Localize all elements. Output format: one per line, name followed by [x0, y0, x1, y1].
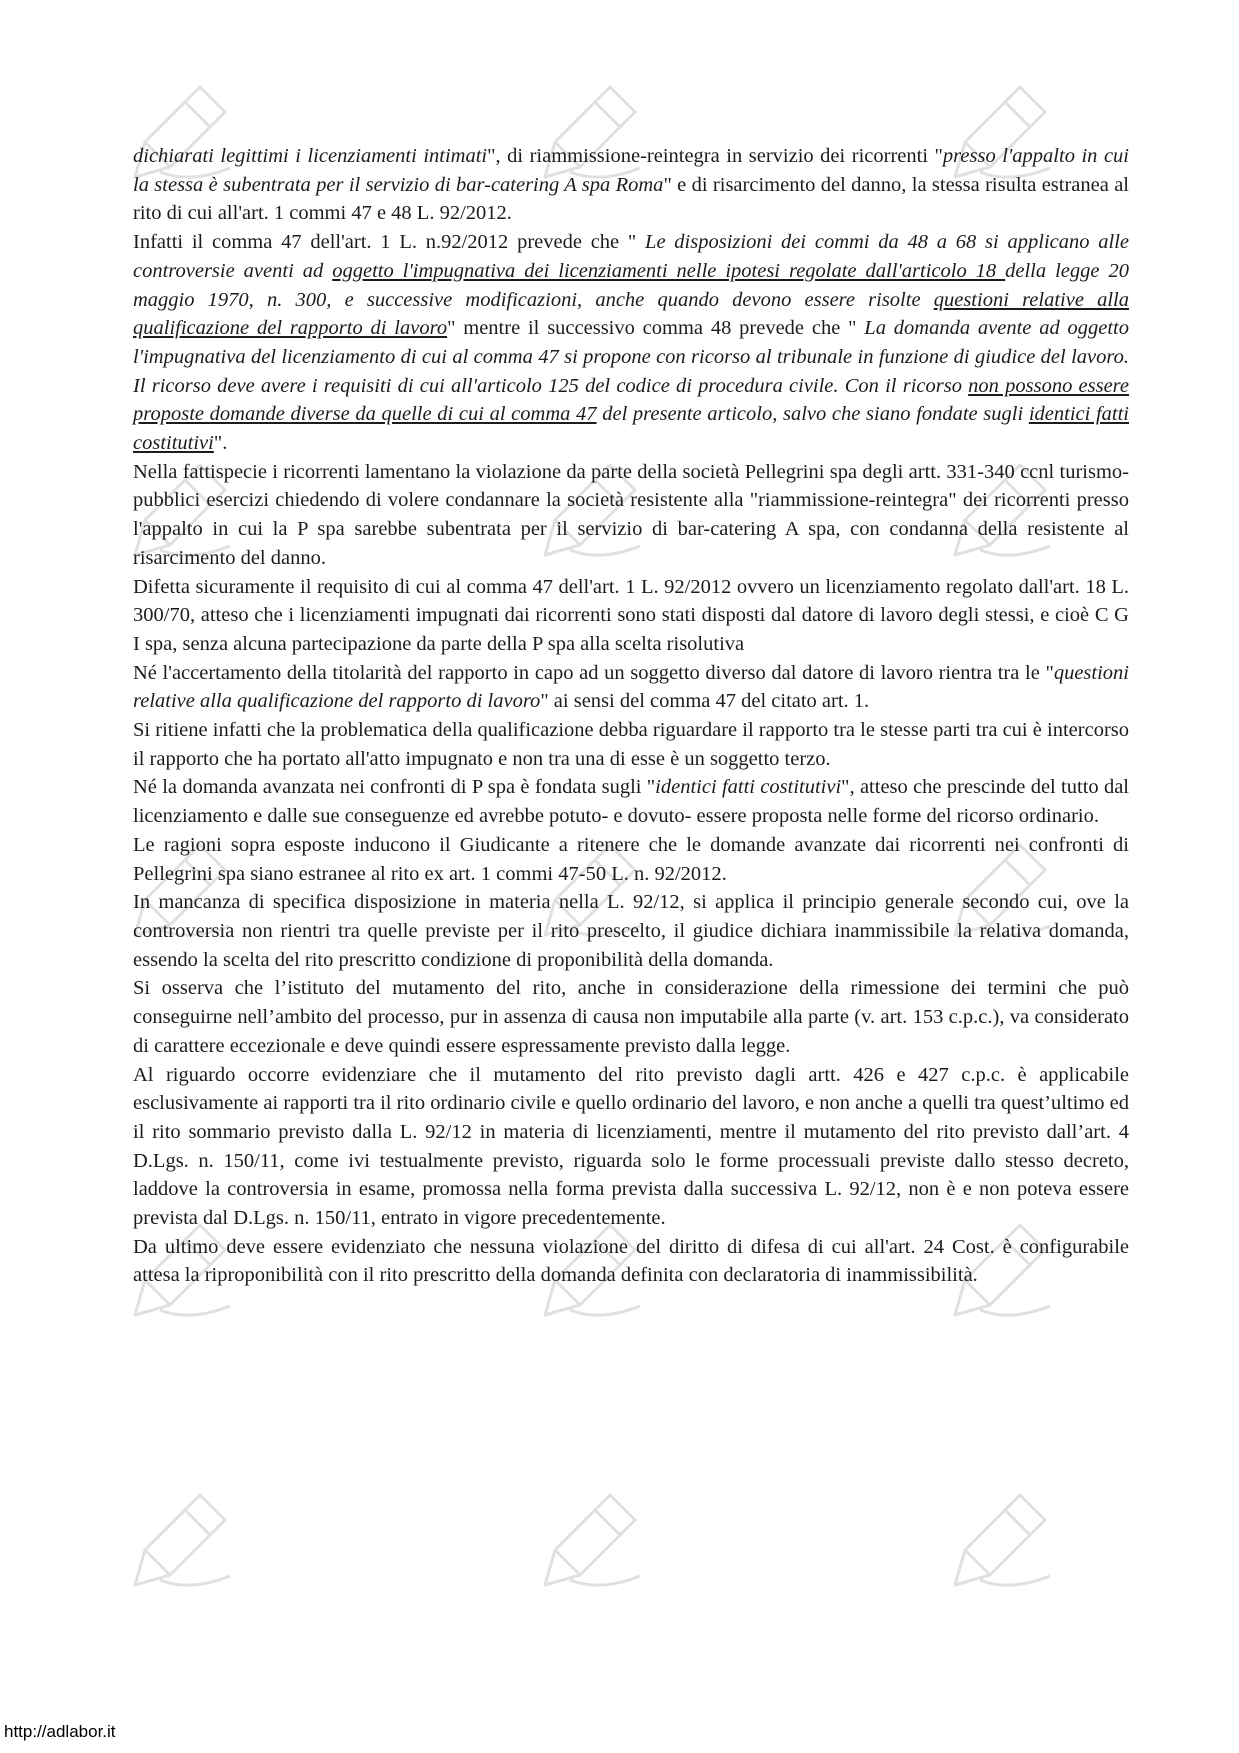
text-run: " ai sensi del comma 47 del citato art. 1. [540, 690, 870, 713]
text-run: Infatti il comma 47 dell'art. 1 L. n.92/2012 prevede che " [133, 231, 646, 254]
text-run: Né la domanda avanzata nei confronti di P spa è fondata sugli " [133, 776, 656, 799]
text-run: Al riguardo occorre evidenziare che il mutamento del rito previsto dagli artt. 426 e 427 c.p.c. è applicabile esclusivamente ai rapporti tra il rito ordinario civile e quello ordinario del lavoro, e non anche a quelli tra quest’ultimo ed il rito sommario previsto dalla L. 92/12 in materia di licenziamenti, mentre il mutamento del rito previsto dall’art. 4 D.Lgs. n. 150/11, come ivi testualmente previsto, riguarda solo le forme processuali previste dallo stesso decreto, laddove la controversia in esame, promossa nella forma prevista dalla successiva L. 92/12, non è e non poteva essere prevista dal D.Lgs. n. 150/11, entrato in vigore precedentemente. [133, 1063, 1129, 1230]
paragraph [133, 716, 1129, 773]
text-run: Né l'accertamento della titolarità del rapporto in capo ad un soggetto diverso dal datore di lavoro rientra tra le " [133, 661, 1054, 684]
paragraph [133, 659, 1129, 716]
text-run: Si osserva che l’istituto del mutamento del rito, anche in considerazione della rimessione dei termini che può conseguirne nell’ambito del processo, pur in assenza di causa non imputabile alla parte (v. art. 153 c.p.c.), va considerato di carattere eccezionale e deve quindi essere espressamente previsto dalla legge. [133, 977, 1129, 1057]
footer-url[interactable]: http://adlabor.it [4, 1722, 116, 1741]
text-run: oggetto l'impugnativa dei licenziamenti nelle ipotesi regolate dall'articolo 18 [332, 259, 1006, 282]
text-run: dichiarati legittimi i licenziamenti intimati [133, 145, 488, 167]
text-run: La domanda avente ad oggetto l'impugnativa del licenziamento di cui al comma 47 si propone con ricorso al tribunale in funzione di giudice del lavoro. Il ricorso deve avere i requisiti di cui all'articolo 125 del codice di procedura civile. Con il ricorso [133, 317, 1129, 397]
text-run: identici fatti costitutivi [133, 403, 1130, 455]
paragraph [133, 142, 1129, 228]
pencil-stamp-icon [950, 1480, 1070, 1600]
paragraph [133, 573, 1129, 659]
pencil-stamp-icon [130, 1480, 250, 1600]
text-run: " e di risarcimento del danno, la stessa risulta estranea al rito di cui all'art. 1 commi 47 e 48 L. 92/2012. [133, 173, 1129, 225]
document-body [133, 142, 1129, 1290]
text-run: ". [213, 432, 228, 455]
paragraph [133, 974, 1129, 1060]
text-run: Nella fattispecie i ricorrenti lamentano la violazione da parte della società Pellegrini spa degli artt. 331-340 ccnl turismo-pubblici esercizi chiedendo di volere condannare la società resistente alla "riammissione-reintegra" dei ricorrenti presso l'appalto in cui la P spa sarebbe subentrata per il servizio di bar-catering A spa, con condanna della resistente al risarcimento del danno. [133, 460, 1129, 569]
text-run: Le ragioni sopra esposte inducono il Giudicante a ritenere che le domande avanzate dai ricorrenti nei confronti di Pellegrini spa siano estranee al rito ex art. 1 commi 47-50 L. n. 92/2012. [133, 833, 1129, 885]
text-run: identici fatti costitutivi [655, 776, 842, 799]
text-run: questioni relative alla qualificazione del rapporto di lavoro [133, 288, 1129, 340]
text-run: presso l'appalto in cui la stessa è subentrata per il servizio di bar-catering A spa Roma [133, 145, 1129, 196]
paragraph [133, 1233, 1129, 1290]
paragraph [133, 888, 1129, 974]
text-run: Le disposizioni dei commi da 48 a 68 si applicano alle controversie aventi ad [133, 231, 1129, 282]
pencil-stamp-icon [540, 1480, 660, 1600]
text-run: Si ritiene infatti che la problematica della qualificazione debba riguardare il rapporto tra le stesse parti tra cui è intercorso il rapporto che ha portato all'atto impugnato e non tra una di esse è un soggetto terzo. [133, 719, 1129, 770]
text-run: " mentre il successivo comma 48 prevede che " [447, 317, 865, 340]
text-run: non possono essere proposte domande diverse da quelle di cui al comma 47 [133, 374, 1129, 426]
paragraph [133, 1061, 1129, 1233]
paragraph [133, 458, 1129, 573]
text-run: del presente articolo, salvo che siano fondate sugli [596, 403, 1029, 426]
text-run: Difetta sicuramente il requisito di cui al comma 47 dell'art. 1 L. 92/2012 ovvero un licenziamento regolato dall'art. 18 L. 300/70, atteso che i licenziamenti impugnati dai ricorrenti sono stati disposti dal datore di lavoro degli stessi, e cioè C G I spa, senza alcuna partecipazione da parte della P spa alla scelta risolutiva [133, 575, 1129, 655]
text-run: ", di riammissione-reintegra in servizio dei ricorrenti " [487, 145, 943, 167]
text-run: In mancanza di specifica disposizione in materia nella L. 92/12, si applica il principio generale secondo cui, ove la controversia non rientri tra quelle previste per il rito prescelto, il giudice dichiara inammissibile la relativa domanda, essendo la scelta del rito prescritto condizione di proponibilità della domanda. [133, 891, 1129, 971]
text-run: questioni relative alla qualificazione del rapporto di lavoro [133, 661, 1129, 713]
paragraph [133, 773, 1129, 830]
paragraph [133, 831, 1129, 888]
text-run: ", atteso che prescinde del tutto dal licenziamento e dalle sue conseguenze ed avrebbe potuto- e dovuto- essere proposta nelle forme del ricorso ordinario. [133, 776, 1129, 828]
paragraph [133, 228, 1129, 458]
text-run: della legge 20 maggio 1970, n. 300, e successive modificazioni, anche quando devono essere risolte [133, 259, 1129, 311]
text-run: Da ultimo deve essere evidenziato che nessuna violazione del diritto di difesa di cui all'art. 24 Cost. è configurabile attesa la riproponibilità con il rito prescritto della domanda definita con declaratoria di inammissibilità. [133, 1235, 1129, 1287]
